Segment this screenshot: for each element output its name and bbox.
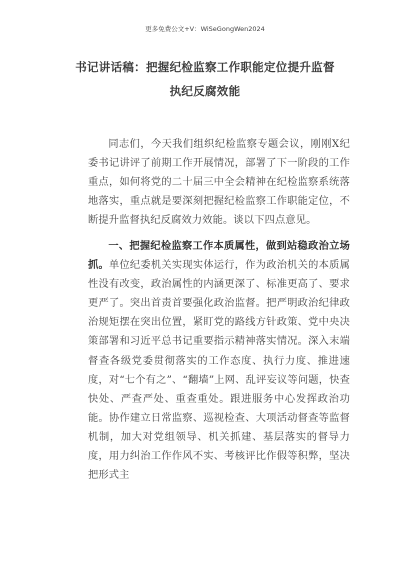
section-1-heading: 一、把握纪检监察工作本质属性，做到站稳政治立场抓。 [88, 240, 350, 272]
paragraph-intro [88, 135, 350, 230]
document-title: 书记讲话稿：把握纪检监察工作职能定位提升监督执纪反腐效能 [75, 60, 335, 98]
section-1-content [88, 237, 350, 485]
paragraph-section-1 [88, 237, 350, 485]
page-header-watermark: 更多免费公文+V：WiSeGongWen2024 [145, 25, 265, 33]
section-1-text: 单位纪委机关实现实体运行，作为政治机关的本质属性没有改变，政治属性的内涵更深了、标准更高了、要求更严了。突出首责首要强化政治监督。把严明政治纪律政治规矩摆在突出位置，紧盯党的路线方针政策、党中央决策部署和习近平总书记重要指示精神落实情况。深入末端督查各级党委贯彻落实的工作态度、执行力度、推进速度，对“七个有之”、“翻墙”上网、乱评妄议等问题，快查快处、严查严处、重查重处。跟进服务中心发挥政治功能。协作建立日常监察、巡视检查、大项活动督查等监督机制，加大对党组领导、机关抓建、基层落实的督导力度，用力纠治工作作风不实、考核评比作假等积弊，坚决把形式主 [88, 260, 350, 482]
paragraph-intro-text: 同志们，今天我们组织纪检监察专题会议，刚刚X纪委书记讲评了前期工作开展情况，部署了下一阶段的工作重点，如何将党的二十届三中全会精神在纪检监察系统落地落实，重点就是要深刻把握纪检监察工作职能定位，不断提升监督执纪反腐效力效能。谈以下四点意见。 [88, 139, 350, 227]
